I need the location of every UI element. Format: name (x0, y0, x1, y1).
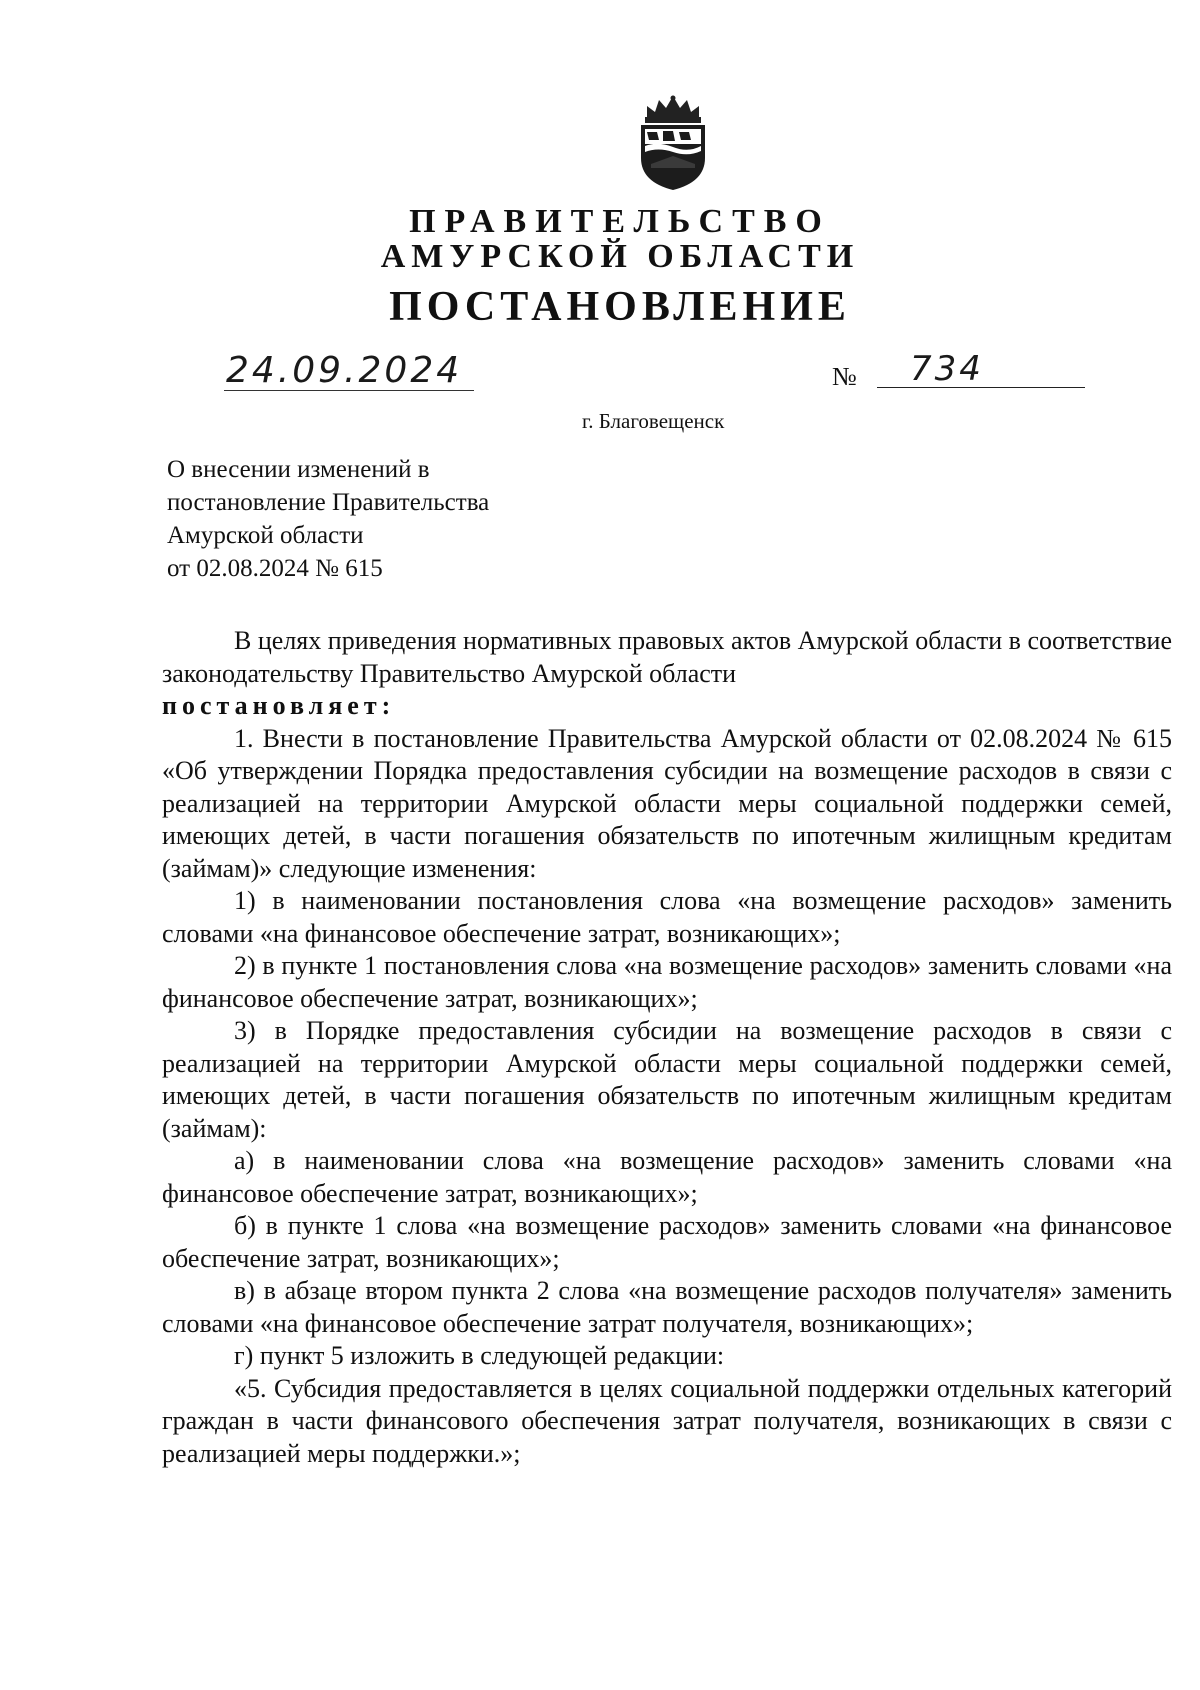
document-type-title: ПОСТАНОВЛЕНИЕ (389, 284, 851, 330)
body-paragraph: «5. Субсидия предоставляется в целях социальной поддержки отдельных категорий граждан в части финансового обеспечения затрат получателя, возникающих в связи с реализацией меры поддержки.»; (162, 1373, 1172, 1468)
region-title: АМУРСКОЙ ОБЛАСТИ (380, 238, 860, 275)
number-sign: № (832, 362, 857, 391)
body-paragraph: 3) в Порядке предоставления субсидии на возмещение расходов в связи с реализацией на территории Амурской области меры социальной поддержки семей, имеющих детей, в части погашения обязательств по ипотечным жилищным кредитам (займам): (162, 1016, 1172, 1143)
government-title: ПРАВИТЕЛЬСТВО (409, 203, 831, 240)
preamble-paragraph: В целях приведения нормативных правовых актов Амурской области в соответствие законодательству Правительство Амурской области (162, 626, 1172, 688)
document-subject (167, 453, 489, 585)
number-underline (877, 387, 1085, 388)
body-paragraph: 1. Внести в постановление Правительства Амурской области от 02.08.2024 № 615 «Об утверждении Порядка предоставления субсидии на возмещение расходов в связи с реализацией на территории Амурской области меры социальной поддержки семей, имеющих детей, в части погашения обязательств по ипотечным жилищным кредитам (займам)» следующие изменения: (162, 723, 1172, 883)
body-paragraph: б) в пункте 1 слова «на возмещение расходов» заменить словами «на финансовое обеспечение затрат, возникающих»; (162, 1211, 1172, 1273)
body-paragraph: в) в абзаце втором пункта 2 слова «на возмещение расходов получателя» заменить словами «на финансовое обеспечение затрат получателя, возникающих»; (162, 1276, 1172, 1338)
amur-coat-of-arms-icon (633, 94, 713, 192)
body-paragraph: а) в наименовании слова «на возмещение расходов» заменить словами «на финансовое обеспечение затрат, возникающих»; (162, 1146, 1172, 1208)
subject-line: от 02.08.2024 № 615 (167, 555, 383, 582)
city-name: г. Благовещенск (582, 409, 725, 433)
body-paragraph: 1) в наименовании постановления слова «на возмещение расходов» заменить словами «на финансовое обеспечение затрат, возникающих»; (162, 886, 1172, 948)
resolves-line (162, 690, 1172, 723)
resolves-word: постановляет: (162, 691, 396, 720)
document-body (162, 625, 1172, 1470)
subject-line: постановление Правительства (167, 489, 490, 516)
handwritten-number: 734 (910, 349, 984, 389)
subject-line: Амурской области (167, 522, 364, 549)
body-paragraph: г) пункт 5 изложить в следующей редакции: (234, 1341, 725, 1370)
date-underline (224, 390, 474, 391)
handwritten-date: 24.09.2024 (226, 350, 463, 391)
body-paragraph: 2) в пункте 1 постановления слова «на возмещение расходов» заменить словами «на финансовое обеспечение затрат, возникающих»; (162, 951, 1172, 1013)
subject-line: О внесении изменений в (167, 456, 430, 483)
